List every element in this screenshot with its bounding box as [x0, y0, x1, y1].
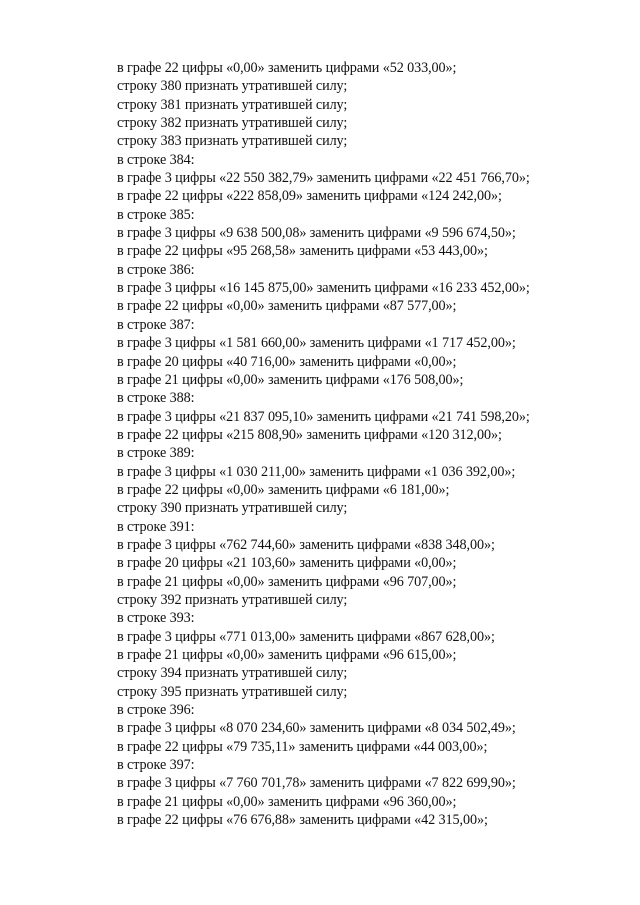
amendment-line: в графе 22 цифры «76 676,88» заменить цифрами «42 315,00»;: [117, 812, 488, 829]
amendment-line: в графе 20 цифры «40 716,00» заменить цифрами «0,00»;: [117, 353, 457, 370]
amendment-line: в графе 22 цифры «0,00» заменить цифрами «87 577,00»;: [117, 298, 457, 315]
amendment-line: в строке 386:: [117, 261, 195, 278]
amendment-line: в графе 22 цифры «215 808,90» заменить цифрами «120 312,00»;: [117, 426, 502, 443]
amendment-line: в графе 3 цифры «8 070 234,60» заменить цифрами «8 034 502,49»;: [117, 720, 516, 737]
amendment-list: [117, 59, 617, 829]
amendment-line: в графе 3 цифры «21 837 095,10» заменить цифрами «21 741 598,20»;: [117, 408, 530, 425]
amendment-line: в строке 393:: [117, 610, 195, 627]
amendment-line: в строке 389:: [117, 445, 195, 462]
amendment-line: в графе 22 цифры «0,00» заменить цифрами «52 033,00»;: [117, 60, 457, 76]
amendment-line: в графе 22 цифры «0,00» заменить цифрами «6 181,00»;: [117, 481, 450, 498]
amendment-line: в графе 3 цифры «762 744,60» заменить цифрами «838 348,00»;: [117, 536, 495, 553]
amendment-line: в строке 397:: [117, 757, 195, 774]
amendment-line: в строке 396:: [117, 702, 195, 719]
amendment-line: строку 380 признать утратившей силу;: [117, 78, 348, 95]
amendment-line: в графе 3 цифры «1 030 211,00» заменить цифрами «1 036 392,00»;: [117, 463, 516, 480]
amendment-line: строку 382 признать утратившей силу;: [117, 115, 348, 132]
amendment-line: в графе 3 цифры «9 638 500,08» заменить цифрами «9 596 674,50»;: [117, 225, 516, 242]
amendment-line: в строке 391:: [117, 518, 195, 535]
amendment-line: в графе 21 цифры «0,00» заменить цифрами «176 508,00»;: [117, 371, 464, 388]
amendment-line: в графе 22 цифры «222 858,09» заменить цифрами «124 242,00»;: [117, 188, 502, 205]
amendment-line: строку 395 признать утратившей силу;: [117, 683, 348, 700]
amendment-line: строку 394 признать утратившей силу;: [117, 665, 348, 682]
amendment-line: в графе 3 цифры «22 550 382,79» заменить цифрами «22 451 766,70»;: [117, 170, 530, 187]
amendment-line: в строке 388:: [117, 390, 195, 407]
amendment-line: в графе 22 цифры «95 268,58» заменить цифрами «53 443,00»;: [117, 243, 488, 260]
amendment-line: в графе 20 цифры «21 103,60» заменить цифрами «0,00»;: [117, 555, 457, 572]
amendment-line: строку 390 признать утратившей силу;: [117, 500, 348, 517]
amendment-line: в графе 3 цифры «16 145 875,00» заменить цифрами «16 233 452,00»;: [117, 280, 530, 297]
amendment-line: в графе 3 цифры «7 760 701,78» заменить цифрами «7 822 699,90»;: [117, 775, 516, 792]
amendment-line: в графе 21 цифры «0,00» заменить цифрами «96 360,00»;: [117, 793, 457, 810]
amendment-line: в строке 387:: [117, 316, 195, 333]
amendment-line: в строке 384:: [117, 151, 195, 168]
amendment-line: в графе 3 цифры «1 581 660,00» заменить цифрами «1 717 452,00»;: [117, 335, 516, 352]
amendment-line: строку 381 признать утратившей силу;: [117, 96, 348, 113]
amendment-line: в строке 385:: [117, 206, 195, 223]
amendment-line: строку 383 признать утратившей силу;: [117, 133, 348, 150]
amendment-line: в графе 21 цифры «0,00» заменить цифрами «96 707,00»;: [117, 573, 457, 590]
amendment-line: в графе 3 цифры «771 013,00» заменить цифрами «867 628,00»;: [117, 628, 495, 645]
amendment-line: в графе 21 цифры «0,00» заменить цифрами «96 615,00»;: [117, 647, 457, 663]
amendment-line: в графе 22 цифры «79 735,11» заменить цифрами «44 003,00»;: [117, 738, 488, 755]
amendment-line: строку 392 признать утратившей силу;: [117, 591, 348, 608]
